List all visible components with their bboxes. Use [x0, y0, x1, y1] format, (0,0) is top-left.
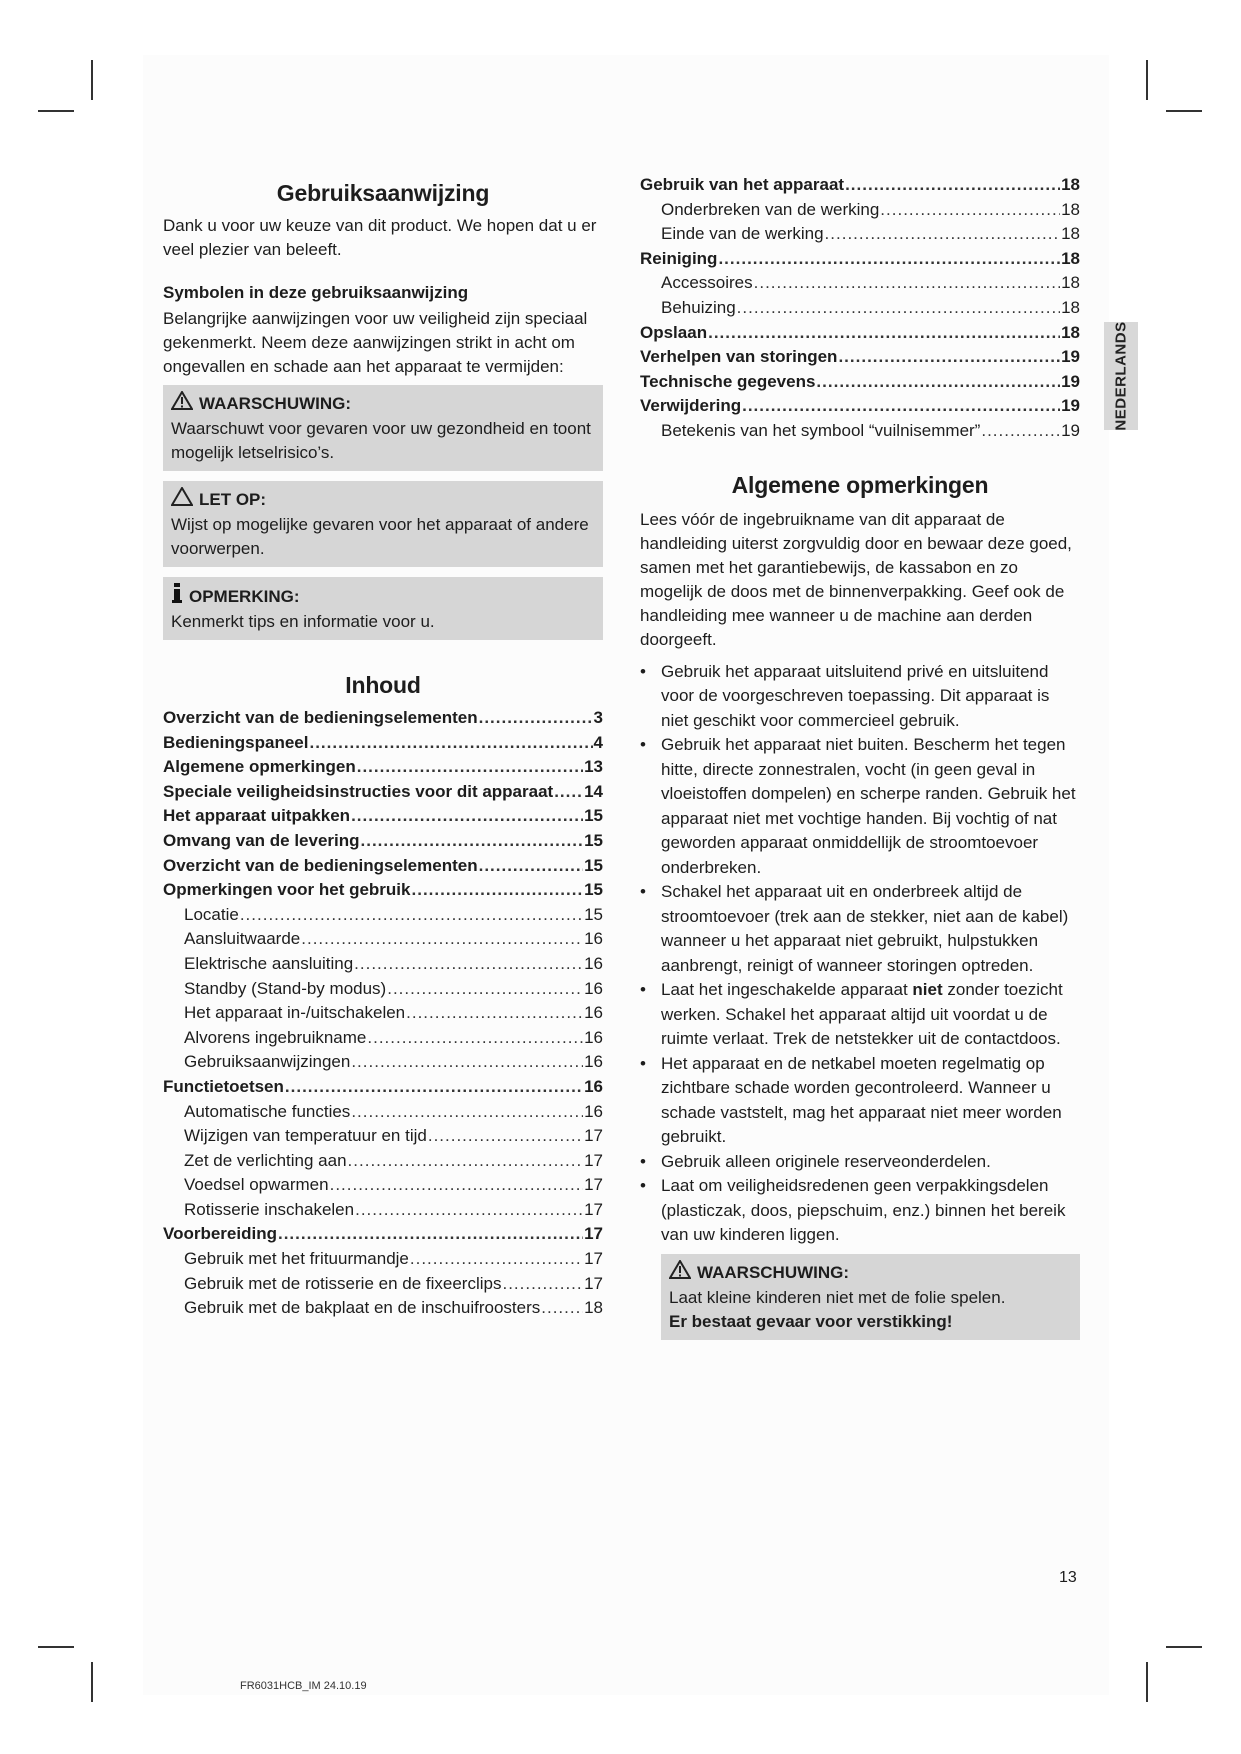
intro-text: Dank u voor uw keuze van dit product. We hopen dat u er veel plezier van beleeft.	[163, 216, 597, 259]
toc-entry-label: Zet de verlichting aan	[184, 1150, 347, 1170]
toc-entry-page: 15	[584, 880, 603, 900]
warning-title: WAARSCHUWING:	[199, 394, 352, 413]
toc-entry	[640, 271, 1080, 296]
toc-leader-dots	[301, 927, 583, 952]
toc-list-left	[163, 706, 603, 1321]
toc-entry	[163, 1124, 603, 1149]
toc-entry-page: 16	[584, 1003, 603, 1023]
toc-entry-label: Overzicht van de bedieningselementen	[163, 855, 478, 875]
toc-entry	[640, 345, 1080, 370]
toc-entry	[163, 780, 603, 805]
toc-entry-page: 18	[1061, 273, 1080, 293]
toc-entry-page: 18	[584, 1298, 603, 1318]
toc-leader-dots	[355, 1198, 583, 1223]
toc-entry-label: Speciale veiligheidsinstructies voor dit apparaat	[163, 781, 554, 801]
toc-entry-label: Verhelpen van storingen	[640, 347, 838, 367]
toc-entry	[163, 903, 603, 928]
toc-leader-dots	[406, 1001, 583, 1026]
language-label: NEDERLANDS	[1112, 321, 1130, 431]
toc-entry	[163, 1296, 603, 1321]
toc-leader-dots	[428, 1124, 583, 1149]
toc-leader-dots	[737, 296, 1060, 321]
toc-entry-label: Bedieningspaneel	[163, 732, 309, 752]
toc-entry-label: Reiniging	[640, 248, 718, 268]
bullet-text: Gebruik alleen originele reserveonderdelen.	[661, 1151, 991, 1171]
toc-leader-dots	[354, 952, 583, 977]
toc-entry	[163, 952, 603, 977]
toc-leader-dots	[838, 345, 1060, 370]
toc-entry-label: Functietoetsen	[163, 1076, 284, 1096]
toc-entry-page: 17	[584, 1150, 603, 1170]
toc-entry-label: Wijzigen van temperatuur en tijd	[184, 1126, 427, 1146]
toc-entry	[163, 706, 603, 731]
caution-triangle-icon	[171, 487, 193, 513]
toc-leader-dots	[816, 370, 1060, 395]
toc-entry-label: Opslaan	[640, 322, 708, 342]
bullet-item	[640, 1174, 1080, 1248]
toc-entry-label: Voorbereiding	[163, 1224, 277, 1244]
toc-entry-page: 17	[584, 1126, 603, 1146]
toc-entry-label: Elektrische aansluiting	[184, 953, 354, 973]
toc-entry-page: 16	[584, 1076, 603, 1096]
toc-entry	[163, 1149, 603, 1174]
note-text: Kenmerkt tips en informatie voor u.	[171, 612, 435, 631]
toc-entry-page: 19	[1061, 396, 1080, 416]
toc-entry	[163, 1100, 603, 1125]
toc-entry-page: 18	[1061, 199, 1080, 219]
toc-leader-dots	[387, 977, 583, 1002]
general-title: Algemene opmerkingen	[731, 471, 989, 498]
toc-entry	[163, 1075, 603, 1100]
crop-mark	[38, 1646, 74, 1648]
toc-entry	[163, 1173, 603, 1198]
toc-entry-label: Behuizing	[661, 297, 736, 317]
warning-strong-right: Er bestaat gevaar voor verstikking!	[669, 1311, 953, 1331]
toc-leader-dots	[708, 321, 1060, 346]
warning-box	[163, 385, 603, 471]
toc-entry	[640, 222, 1080, 247]
toc-entry-page: 3	[593, 708, 603, 727]
toc-entry-label: Betekenis van het symbool “vuilnisemmer”	[661, 420, 981, 440]
toc-entry	[640, 247, 1080, 272]
toc-entry	[640, 394, 1080, 419]
crop-mark	[1166, 1646, 1202, 1648]
toc-entry	[163, 804, 603, 829]
toc-leader-dots	[502, 1272, 583, 1297]
toc-leader-dots	[479, 854, 583, 879]
toc-leader-dots	[240, 903, 583, 928]
toc-entry-label: Opmerkingen voor het gebruik	[163, 880, 411, 900]
toc-entry	[640, 173, 1080, 198]
crop-mark	[38, 110, 74, 112]
warning-title-right: WAARSCHUWING:	[697, 1262, 850, 1282]
toc-entry-page: 15	[584, 830, 603, 850]
toc-entry	[163, 927, 603, 952]
crop-mark	[91, 1662, 93, 1702]
toc-entry	[640, 370, 1080, 395]
toc-entry	[640, 296, 1080, 321]
toc-entry-page: 17	[584, 1175, 603, 1195]
bullet-text: Laat om veiligheidsredenen geen verpakkingsdelen (plasticzak, doos, piepschuim, enz.) binnen het bereik van uw kinderen liggen.	[661, 1176, 1066, 1245]
toc-entry-page: 19	[1061, 420, 1080, 440]
info-icon	[171, 583, 183, 610]
symbols-text: Belangrijke aanwijzingen voor uw veiligheid zijn speciaal gekenmerkt. Neem deze aanwijzingen strikt in acht om ongevallen en schade aan het apparaat te vermijden:	[163, 309, 588, 376]
toc-entry-page: 15	[584, 806, 603, 826]
toc-entry-page: 16	[584, 1027, 603, 1047]
manual-title: Gebruiksaanwijzing	[276, 180, 490, 206]
toc-leader-dots	[351, 1100, 583, 1125]
toc-entry	[163, 1247, 603, 1272]
toc-leader-dots	[361, 829, 584, 854]
general-text: Lees vóór de ingebruikname van dit apparaat de handleiding uiterst zorgvuldig door en bewaar deze goed, samen met het garantiebewijs, de kassabon en zo mogelijk de doos met de binnenverpakking. Geef ook de handleiding mee wanneer u de machine aan derden doorgeeft.	[640, 509, 1072, 649]
caution-box	[163, 481, 603, 567]
toc-entry	[163, 755, 603, 780]
bullet-text: Het apparaat en de netkabel moeten regelmatig op zichtbare schade worden gecontroleerd. Wanneer u schade vaststelt, mag het apparaat niet meer worden gebruikt.	[661, 1053, 1062, 1147]
toc-leader-dots	[825, 222, 1061, 247]
toc-leader-dots	[541, 1296, 583, 1321]
warning-text: Waarschuwt voor gevaren voor uw gezondheid en toont mogelijk letselrisico’s.	[171, 419, 591, 462]
toc-entry	[163, 878, 603, 903]
toc-entry-page: 18	[1061, 322, 1080, 342]
toc-list-right	[640, 173, 1080, 444]
toc-leader-dots	[554, 780, 583, 805]
caution-text: Wijst op mogelijke gevaren voor het apparaat of andere voorwerpen.	[171, 515, 589, 558]
toc-entry-label: Gebruiksaanwijzingen	[184, 1052, 351, 1072]
toc-entry-page: 16	[584, 1052, 603, 1072]
crop-mark	[1146, 60, 1148, 100]
bullet-item	[640, 1150, 1080, 1175]
toc-entry-page: 15	[584, 904, 603, 924]
toc-entry-page: 17	[584, 1273, 603, 1293]
toc-leader-dots	[309, 731, 592, 756]
toc-entry-page: 17	[584, 1249, 603, 1269]
warning-triangle-icon	[171, 391, 193, 417]
note-box	[163, 577, 603, 640]
bullet-item	[640, 978, 1080, 1052]
toc-title: Inhoud	[345, 672, 421, 698]
page-number: 13	[1059, 1569, 1077, 1586]
toc-entry-label: Rotisserie inschakelen	[184, 1199, 355, 1219]
toc-entry-label: Het apparaat in-/uitschakelen	[184, 1003, 406, 1023]
toc-entry-page: 16	[584, 978, 603, 998]
crop-mark	[1166, 110, 1202, 112]
toc-entry-page: 16	[584, 1101, 603, 1121]
toc-entry-label: Gebruik van het apparaat	[640, 175, 845, 194]
toc-entry-page: 14	[584, 781, 603, 801]
toc-entry	[163, 1272, 603, 1297]
toc-entry	[640, 419, 1080, 444]
toc-entry	[163, 829, 603, 854]
toc-entry-label: Einde van de werking	[661, 224, 824, 244]
bullet-text: Schakel het apparaat uit en onderbreek altijd de stroomtoevoer (trek aan de stekker, niet aan de kabel) wanneer u het apparaat niet gebruikt, hulpstukken aanbrengt, reinigt of wanneer storingen optreden.	[661, 882, 1069, 975]
toc-leader-dots	[357, 755, 583, 780]
toc-leader-dots	[718, 247, 1060, 272]
toc-leader-dots	[412, 878, 584, 903]
toc-entry-page: 18	[1061, 224, 1080, 244]
bullet-text-cont: zonder toezicht werken. Schakel het apparaat altijd uit voordat u de ruimte verlaat. Trek de netstekker uit de contactdoos.	[661, 980, 1063, 1049]
toc-entry	[163, 854, 603, 879]
bullet-text: Gebruik het apparaat uitsluitend privé en uitsluitend voor de voorgeschreven toepassing. Dit apparaat is niet geschikt voor commercieel gebruik.	[661, 661, 1050, 730]
bullet-item	[640, 733, 1080, 880]
warning-text-right: Laat kleine kinderen niet met de folie spelen.	[669, 1287, 1006, 1307]
toc-entry-page: 19	[1061, 347, 1080, 367]
symbols-heading: Symbolen in deze gebruiksaanwijzing	[163, 283, 469, 302]
toc-entry-label: Technische gegevens	[640, 371, 816, 391]
toc-leader-dots	[754, 271, 1060, 296]
footer-code: FR6031HCB_IM 24.10.19	[240, 1680, 367, 1692]
bullet-emphasis: niet	[912, 980, 943, 1000]
toc-entry-label: Voedsel opwarmen	[184, 1175, 329, 1195]
toc-entry	[163, 1050, 603, 1075]
toc-leader-dots	[285, 1075, 583, 1100]
toc-leader-dots	[367, 1026, 583, 1051]
toc-leader-dots	[845, 173, 1060, 198]
toc-entry-label: Verwijdering	[640, 396, 742, 416]
warning-box-right	[661, 1254, 1080, 1340]
toc-entry-page: 17	[584, 1224, 603, 1244]
toc-entry-label: Standby (Stand-by modus)	[184, 978, 387, 998]
toc-entry	[163, 1026, 603, 1051]
toc-entry	[163, 1198, 603, 1223]
toc-leader-dots	[410, 1247, 583, 1272]
toc-leader-dots	[479, 706, 593, 731]
note-title: OPMERKING:	[189, 586, 300, 606]
toc-entry-page: 17	[584, 1199, 603, 1219]
toc-leader-dots	[351, 804, 583, 829]
toc-entry-page: 18	[1061, 248, 1080, 268]
toc-entry-label: Onderbreken van de werking	[661, 199, 880, 219]
toc-entry	[163, 731, 603, 756]
toc-entry-label: Gebruik met de rotisserie en de fixeerclips	[184, 1273, 502, 1293]
toc-entry-label: Alvorens ingebruikname	[184, 1027, 367, 1047]
toc-entry	[163, 1001, 603, 1026]
toc-leader-dots	[981, 419, 1060, 444]
toc-entry-label: Automatische functies	[184, 1101, 351, 1121]
toc-entry-label: Gebruik met het frituurmandje	[184, 1249, 409, 1269]
bullet-item	[640, 660, 1080, 734]
toc-entry-label: Accessoires	[661, 273, 753, 293]
warning-triangle-icon	[669, 1260, 691, 1286]
toc-entry-label: Omvang van de levering	[163, 830, 360, 850]
toc-entry-label: Overzicht van de bedieningselementen	[163, 708, 478, 727]
toc-entry-label: Algemene opmerkingen	[163, 757, 356, 777]
toc-entry-page: 16	[584, 929, 603, 949]
toc-leader-dots	[880, 198, 1060, 223]
left-column	[163, 178, 603, 1321]
crop-mark	[91, 60, 93, 100]
bullet-text: Laat het ingeschakelde apparaat	[661, 980, 913, 1000]
toc-leader-dots	[330, 1173, 583, 1198]
toc-entry	[163, 1222, 603, 1247]
toc-entry-page: 4	[593, 732, 603, 752]
toc-leader-dots	[348, 1149, 584, 1174]
toc-entry-page: 18	[1061, 175, 1080, 194]
crop-mark	[1146, 1662, 1148, 1702]
toc-entry-page: 18	[1061, 297, 1080, 317]
bullet-text: Gebruik het apparaat niet buiten. Bescherm het tegen hitte, directe zonnestralen, vocht (in geen geval in vloeistoffen dompelen) en scherpe randen. Gebruik het apparaat niet met vochtige handen. Bij vochtig of nat geworden apparaat onmiddellijk de stroomtoevoer onderbreken.	[661, 735, 1076, 877]
safety-bullet-list	[640, 660, 1080, 1248]
bullet-item	[640, 880, 1080, 978]
toc-entry-label: Locatie	[184, 904, 239, 924]
toc-entry-page: 13	[584, 757, 603, 777]
toc-entry-page: 19	[1061, 371, 1080, 391]
bullet-item	[640, 1052, 1080, 1150]
toc-leader-dots	[278, 1222, 583, 1247]
language-side-tab	[1104, 322, 1138, 430]
toc-entry	[640, 198, 1080, 223]
toc-entry-label: Aansluitwaarde	[184, 929, 301, 949]
right-column	[640, 175, 1080, 1340]
toc-entry-label: Het apparaat uitpakken	[163, 806, 351, 826]
toc-entry	[163, 977, 603, 1002]
caution-title: LET OP:	[199, 490, 267, 509]
toc-leader-dots	[742, 394, 1060, 419]
toc-entry-page: 15	[584, 855, 603, 875]
toc-entry	[640, 321, 1080, 346]
toc-entry-label: Gebruik met de bakplaat en de inschuifroosters	[184, 1298, 541, 1318]
toc-leader-dots	[351, 1050, 583, 1075]
toc-entry-page: 16	[584, 953, 603, 973]
